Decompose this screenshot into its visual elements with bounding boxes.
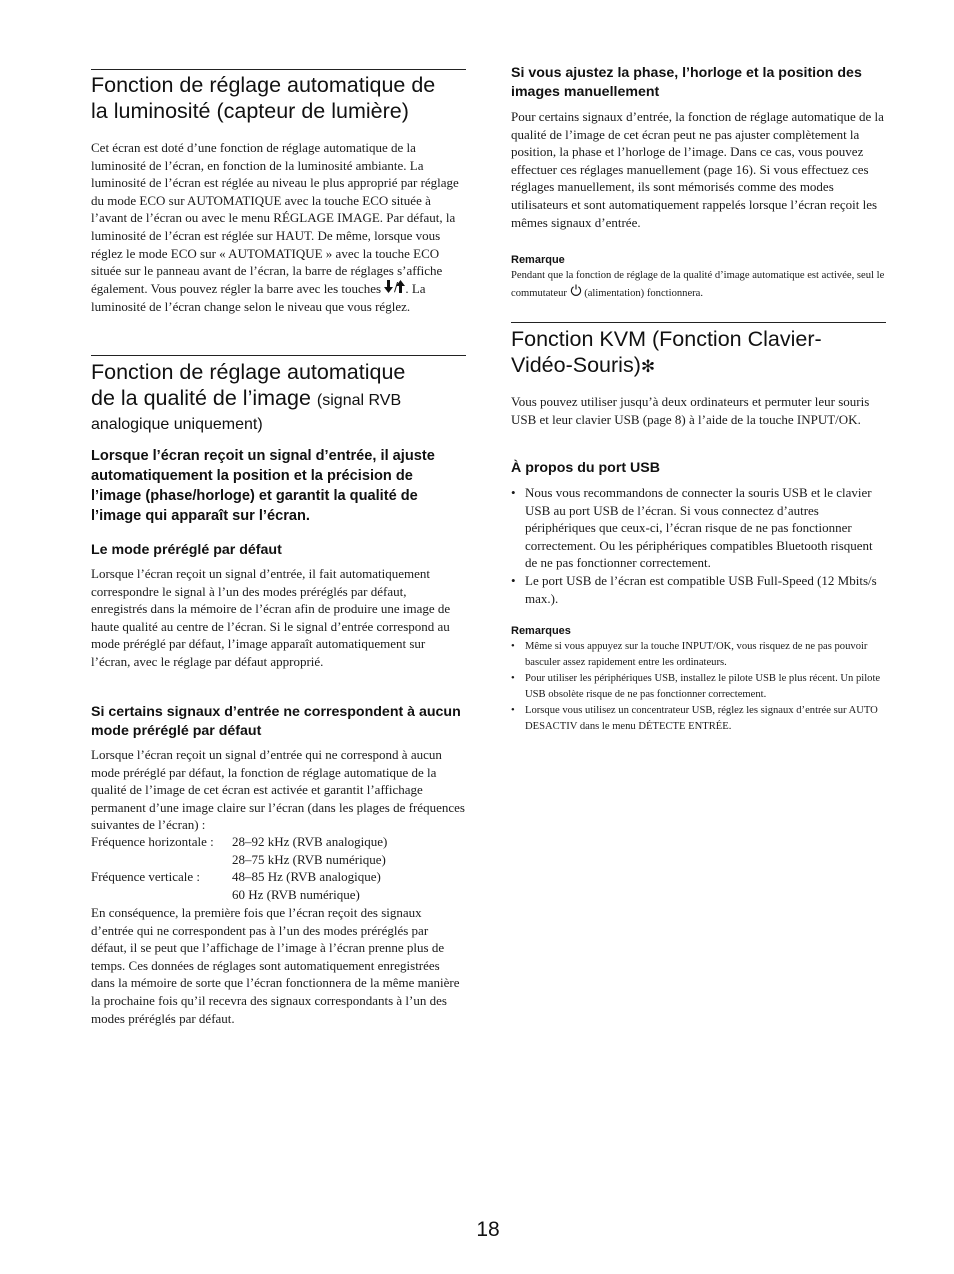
notes-list bbox=[511, 639, 886, 735]
note-heading: Remarque bbox=[511, 254, 565, 266]
title-subtext: analogique uniquement) bbox=[91, 416, 263, 433]
title-line: Fonction de réglage automatique de bbox=[91, 73, 436, 97]
list-item: • Le port USB de l’écran est compatible USB Full-Speed (12 Mbits/s max.). bbox=[511, 572, 886, 607]
usb-bullet-list bbox=[511, 484, 886, 607]
notes-heading: Remarques bbox=[511, 625, 571, 637]
lead-paragraph: Lorsque l’écran reçoit un signal d’entrée, il ajuste automatiquement la position et la précision de l’image (phase/horloge) et garantit la qualité de l’image qui apparaît sur l’écran. bbox=[91, 448, 435, 524]
freq-value: 48–85 Hz (RVB analogique) bbox=[232, 869, 381, 885]
default-mode-paragraph: Lorsque l’écran reçoit un signal d’entrée, il fait automatiquement correspondre le signal à l’un des modes préréglés par défaut, enregistrés dans la mémoire de l’écran afin de produire une image de haute qualité au centre de l’écran. Si le signal d’entrée correspond au mode préréglé par défaut, l’image apparaît automatiquement sur l’écran, avec le réglage par défaut approprié. bbox=[91, 566, 451, 669]
title-text: de la qualité de l’image bbox=[91, 386, 311, 410]
brightness-paragraph bbox=[91, 139, 466, 316]
down-up-arrows-icon bbox=[384, 280, 405, 299]
power-icon bbox=[570, 284, 582, 301]
subheading-usb-port: À propos du port USB bbox=[511, 460, 660, 476]
subheading-default-mode: Le mode préréglé par défaut bbox=[91, 542, 282, 558]
manual-adjust-paragraph: Pour certains signaux d’entrée, la fonction de réglage automatique de la qualité de l’image de cet écran peut ne pas ajuster complètement la position, la phase et l’horloge de l’image. Dans ce cas, vous pouvez effectuer ces réglages manuellement (page 16). Si vous effectuez ces réglages manuellement, ils sont mémorisés comme des modes utilisateurs et sont automatiquement rappelés lorsque l’écran reçoit les mêmes signaux d’entrée. bbox=[511, 109, 884, 230]
freq-label: Fréquence horizontale : bbox=[91, 834, 214, 849]
note-text-part: (alimentation) fonctionnera. bbox=[581, 288, 704, 299]
title-line bbox=[511, 352, 886, 380]
list-item: • Même si vous appuyez sur la touche INPUT/OK, vous risquez de ne pas pouvoir basculer assez rapidement entre les ordinateurs. bbox=[511, 639, 886, 671]
title-line: Fonction KVM (Fonction Clavier- bbox=[511, 327, 822, 351]
kvm-paragraph: Vous pouvez utiliser jusqu’à deux ordinateurs et permuter leur souris USB et leur clavier USB (page 8) à l’aide de la touche INPUT/OK. bbox=[511, 394, 870, 427]
asterisk-mark-icon: ✻ bbox=[640, 357, 656, 377]
title-text: Vidéo-Souris) bbox=[511, 353, 641, 377]
subheading-no-preset: Si certains signaux d’entrée ne correspondent à aucun mode préréglé par défaut bbox=[91, 704, 461, 739]
freq-label: Fréquence verticale : bbox=[91, 869, 200, 885]
section-title-image-quality bbox=[91, 359, 466, 436]
page-number-text: 18 bbox=[476, 1218, 500, 1241]
freq-value: 28–75 kHz (RVB numérique) bbox=[232, 851, 386, 867]
consequence-paragraph: En conséquence, la première fois que l’écran reçoit des signaux d’entrée qui ne correspondent pas à l’un des modes préréglés par défaut, il se peut que l’affichage de l’image à l’écran prenne plus de temps. Ces données de réglages sont automatiquement enregistrées dans la mémoire de sorte que l’écran fonctionnera de la même manière la prochaine fois qu’il recevra des signaux correspondants à l’un des modes préréglés par défaut. bbox=[91, 905, 460, 1026]
freq-value: 28–92 kHz (RVB analogique) bbox=[232, 834, 388, 849]
list-item: • Pour utiliser les périphériques USB, installez le pilote USB le plus récent. Un pilote USB obsolète risque de ne pas fonctionner correctement. bbox=[511, 671, 886, 703]
section-title-kvm bbox=[511, 326, 886, 380]
title-line: la luminosité (capteur de lumière) bbox=[91, 99, 409, 123]
subheading-manual-adjust: Si vous ajustez la phase, l’horloge et la position des images manuellement bbox=[511, 65, 862, 100]
freq-value: 60 Hz (RVB numérique) bbox=[232, 886, 360, 902]
svg-text:/: / bbox=[394, 279, 399, 293]
note-text bbox=[511, 268, 886, 302]
title-line: Fonction de réglage automatique bbox=[91, 360, 406, 384]
no-preset-paragraph: Lorsque l’écran reçoit un signal d’entrée qui ne correspond à aucun mode préréglé par défaut, la fonction de réglage automatique de la qualité de l’image de cet écran est activée et garantit l’affichage permanent d’une image claire sur l’écran (dans les plages de fréquences suivantes de l’écran) : bbox=[91, 747, 465, 833]
list-item: • Lorsque vous utilisez un concentrateur USB, réglez les signaux d’entrée sur AUTO DESACTIV dans le menu DÉTECTE ENTRÉE. bbox=[511, 703, 886, 735]
frequency-table bbox=[91, 833, 466, 903]
title-subtext: (signal RVB bbox=[316, 392, 402, 409]
list-item: • Nous vous recommandons de connecter la souris USB et le clavier USB au port USB de l’écran. Si vous connectez d’autres périphériques que ceux-ci, l’écran risque de ne pas fonctionner correctement. Ou les périphériques compatibles Bluetooth risquent de ne pas fonctionner correctement. bbox=[511, 484, 886, 572]
paragraph-text: Cet écran est doté d’une fonction de réglage automatique de la luminosité de l’écran, en fonction de la luminosité ambiante. La luminosité de l’écran est réglée au niveau le plus approprié par réglage du mode ECO sur AUTOMATIQUE avec la touche ECO située à l’avant de l’écran ou avec le menu RÉGLAGE IMAGE. Par défaut, la luminosité de l’écran est réglée sur HAUT. De même, lorsque vous réglez le mode ECO sur « AUTOMATIQUE » avec la touche ECO située sur le panneau avant de l’écran, la barre de réglages s’affiche également. Vous pouvez régler la barre avec les touches bbox=[91, 140, 459, 296]
page-number bbox=[0, 1218, 954, 1242]
note-text-part: Pendant que la fonction de réglage de la qualité d’image automatique est activée, seul le commutateur bbox=[511, 270, 885, 299]
section-rule bbox=[91, 69, 466, 70]
title-line bbox=[91, 385, 466, 414]
section-rule bbox=[511, 322, 886, 323]
section-rule bbox=[91, 355, 466, 356]
paragraph-text: . La luminosité de l’écran change selon le niveau que vous réglez. bbox=[91, 280, 426, 315]
section-title-brightness bbox=[91, 72, 466, 124]
